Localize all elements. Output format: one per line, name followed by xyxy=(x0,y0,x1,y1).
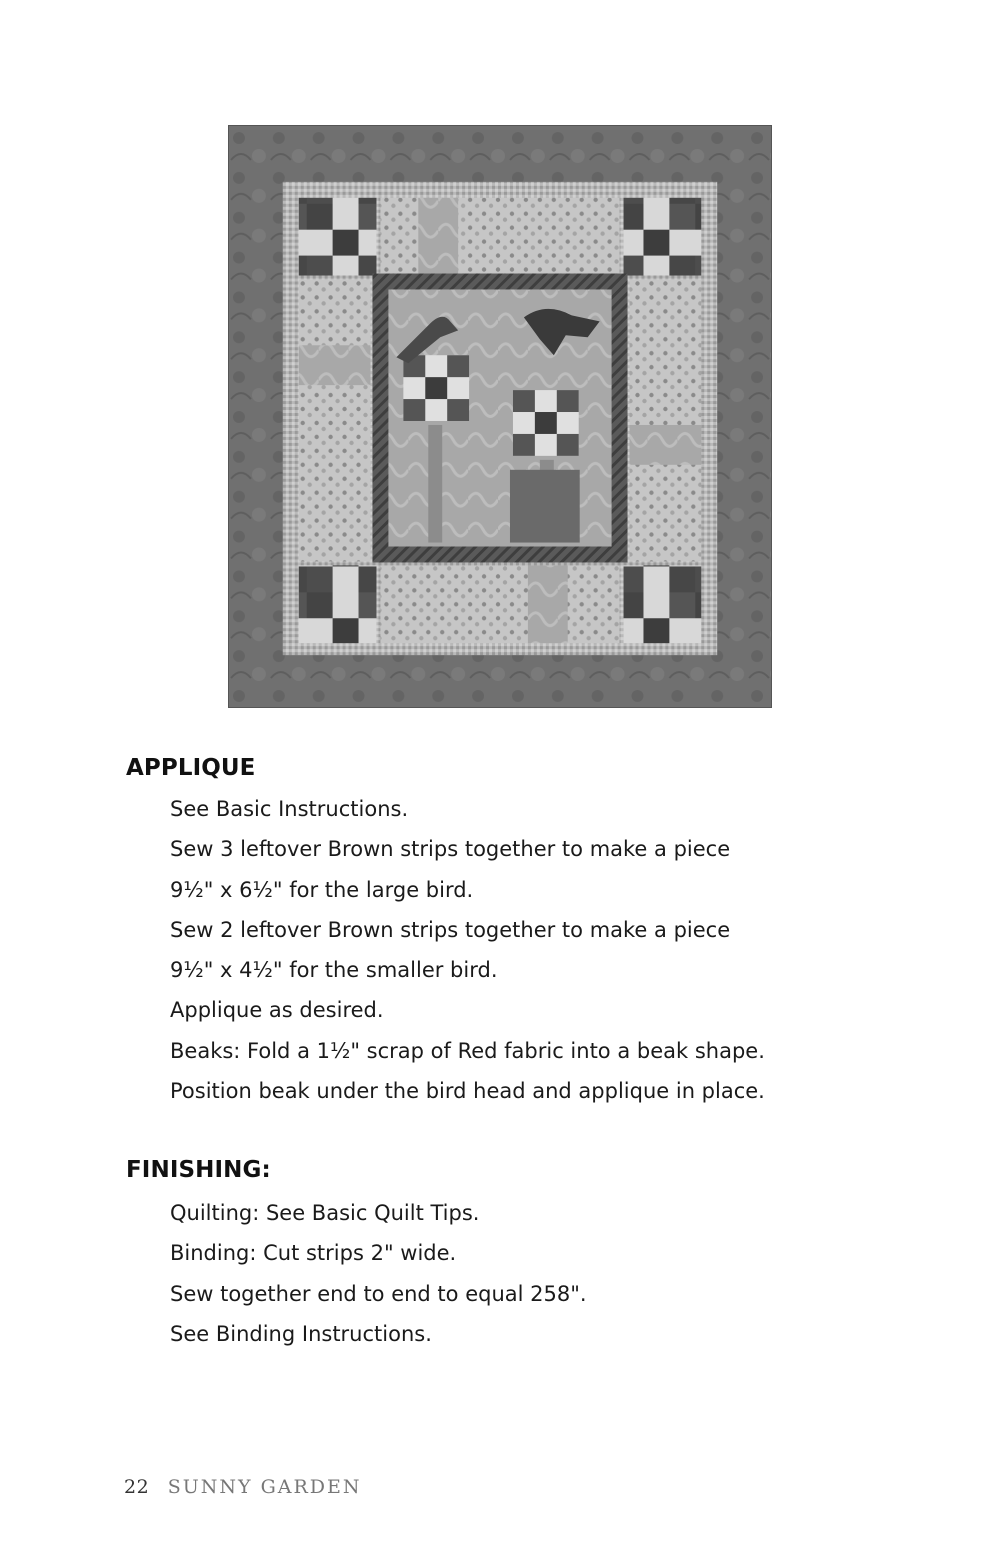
page-footer xyxy=(124,1476,362,1498)
applique-instructions xyxy=(170,789,765,1111)
section-title-finishing: FINISHING: xyxy=(126,1157,271,1183)
instruction-line: Sew together end to end to equal 258". xyxy=(170,1281,587,1306)
instruction-line: See Binding Instructions. xyxy=(170,1321,432,1346)
instruction-line: Quilting: See Basic Quilt Tips. xyxy=(170,1201,480,1225)
instruction-line: Binding: Cut strips 2" wide. xyxy=(170,1241,457,1266)
page-number: 22 xyxy=(124,1476,150,1498)
finishing-instructions xyxy=(170,1193,587,1354)
instruction-line: Position beak under the bird head and applique in place. xyxy=(170,1079,765,1104)
instruction-line: Applique as desired. xyxy=(170,998,384,1023)
instruction-line: 9½" x 4½" for the smaller bird. xyxy=(170,958,498,983)
instruction-line: Sew 2 leftover Brown strips together to make a piece xyxy=(170,917,731,942)
instruction-line: Beaks: Fold a 1½" scrap of Red fabric into a beak shape. xyxy=(170,1038,765,1063)
instruction-line: Sew 3 leftover Brown strips together to make a piece xyxy=(170,837,731,862)
quilt-photo xyxy=(228,125,772,708)
book-title: SUNNY GARDEN xyxy=(167,1476,362,1498)
section-title-applique: APPLIQUE xyxy=(126,755,256,781)
instruction-line: 9½" x 6½" for the large bird. xyxy=(170,877,474,902)
instruction-line: See Basic Instructions. xyxy=(170,797,409,821)
